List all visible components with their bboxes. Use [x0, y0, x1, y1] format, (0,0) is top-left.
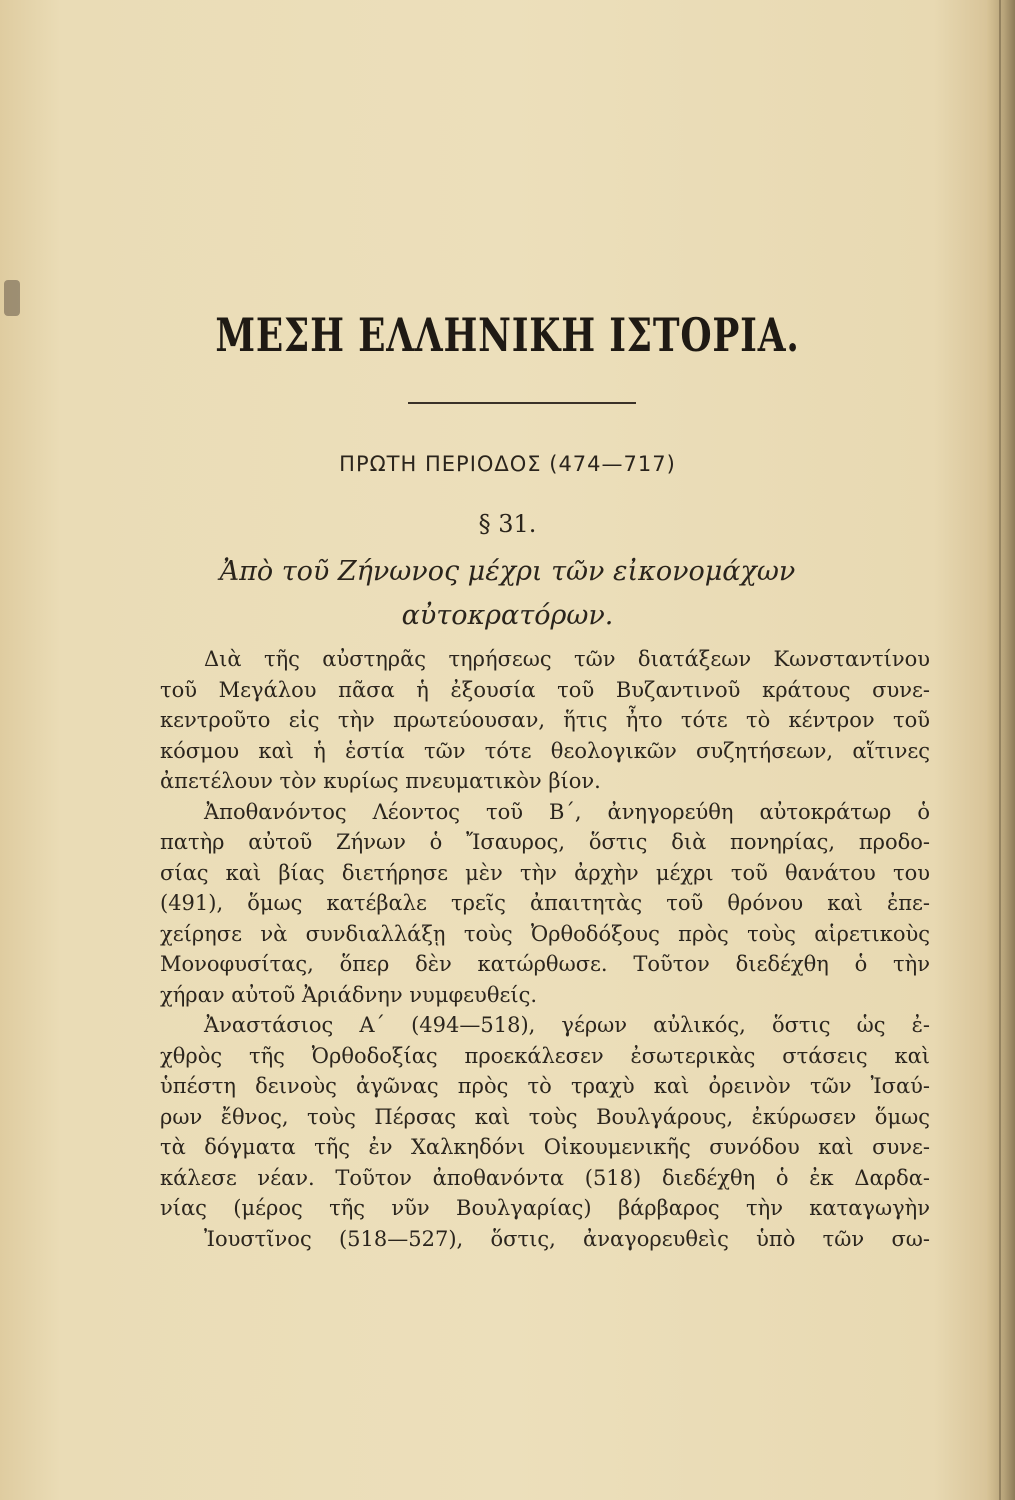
paragraph-3	[160, 1010, 930, 1224]
text-line: Μονοφυσίτας, ὅπερ δὲν κατώρθωσε. Τοῦτον διεδέχθη ὁ τὴν	[160, 952, 930, 976]
text-line: Ἀναστάσιος Α΄ (494—518), γέρων αὐλικός, ὅστις ὡς ἐ-	[204, 1013, 930, 1037]
text-line: κάλεσε νέαν. Τοῦτον ἀποθανόντα (518) διεδέχθη ὁ ἐκ Δαρδα-	[160, 1165, 930, 1190]
section-number: § 31.	[478, 510, 537, 538]
text-line: ρων ἔθνος, τοὺς Πέρσας καὶ τοὺς Βουλγάρους, ἐκύρωσεν ὅμως	[160, 1104, 930, 1129]
body-text	[160, 644, 930, 1254]
text-line: (491), ὅμως κατέβαλε τρεῖς ἀπαιτητὰς τοῦ θρόνου καὶ ἐπε-	[160, 891, 930, 915]
text-line: χήραν αὐτοῦ Ἀριάδνην νυμφευθείς.	[160, 982, 538, 1007]
text-line: Ἀποθανόντος Λέοντος τοῦ Β΄, ἀνηγορεύθη αὐτοκράτωρ ὁ	[204, 799, 930, 824]
page-edge	[999, 0, 1001, 1500]
section-heading-line-1: Ἀπὸ τοῦ Ζήνωνος μέχρι τῶν εἰκονομάχων	[219, 556, 796, 587]
text-line: Διὰ τῆς αὐστηρᾶς τηρήσεως τῶν διατάξεων Κωνσταντίνου	[204, 647, 930, 671]
text-line: κεντροῦτο εἰς τὴν πρωτεύουσαν, ἥτις ἦτο τότε τὸ κέντρον τοῦ	[160, 708, 930, 732]
text-line: ὑπέστη δεινοὺς ἀγῶνας πρὸς τὸ τραχὺ καὶ ὀρεινὸν τῶν Ἰσαύ-	[160, 1074, 930, 1098]
margin-stain	[4, 280, 20, 316]
page-title: ΜΕΣΗ ΕΛΛΗΝΙΚΗ ΙΣΤΟΡΙΑ.	[215, 308, 800, 362]
text-line: νίας (μέρος τῆς νῦν Βουλγαρίας) βάρβαρος τὴν καταγωγὴν	[160, 1196, 930, 1220]
text-line: πατὴρ αὐτοῦ Ζήνων ὁ Ἴσαυρος, ὅστις διὰ πονηρίας, προδο-	[160, 830, 930, 854]
text-line: κόσμου καὶ ἡ ἑστία τῶν τότε θεολογικῶν συζητήσεων, αἵτινες	[160, 738, 930, 763]
text-line: ἀπετέλουν τὸν κυρίως πνευματικὸν βίον.	[160, 769, 601, 793]
period-heading: ΠΡΩΤΗ ΠΕΡΙΟΔΟΣ (474—717)	[339, 452, 676, 476]
text-line: σίας καὶ βίας διετήρησε μὲν τὴν ἀρχὴν μέχρι τοῦ θανάτου του	[160, 860, 930, 885]
title-rule	[408, 402, 636, 404]
paragraph-4	[160, 1224, 930, 1255]
page-gutter	[987, 0, 1015, 1500]
text-line: τοῦ Μεγάλου πᾶσα ἡ ἐξουσία τοῦ Βυζαντινοῦ κράτους συνε-	[160, 677, 930, 702]
text-line: χείρησε νὰ συνδιαλλάξῃ τοὺς Ὀρθοδόξους πρὸς τοὺς αἱρετικοὺς	[160, 921, 930, 946]
section-heading-line-2: αὐτοκρατόρων.	[401, 600, 614, 631]
text-line: τὰ δόγματα τῆς ἐν Χαλκηδόνι Οἰκουμενικῆς συνόδου καὶ συνε-	[160, 1135, 930, 1159]
text-line: χθρὸς τῆς Ὀρθοδοξίας προεκάλεσεν ἐσωτερικὰς στάσεις καὶ	[160, 1043, 930, 1068]
paragraph-1	[160, 644, 930, 797]
paragraph-2	[160, 797, 930, 1011]
text-line: Ἰουστῖνος (518—527), ὅστις, ἀναγορευθεὶς ὑπὸ τῶν σω-	[204, 1226, 930, 1251]
